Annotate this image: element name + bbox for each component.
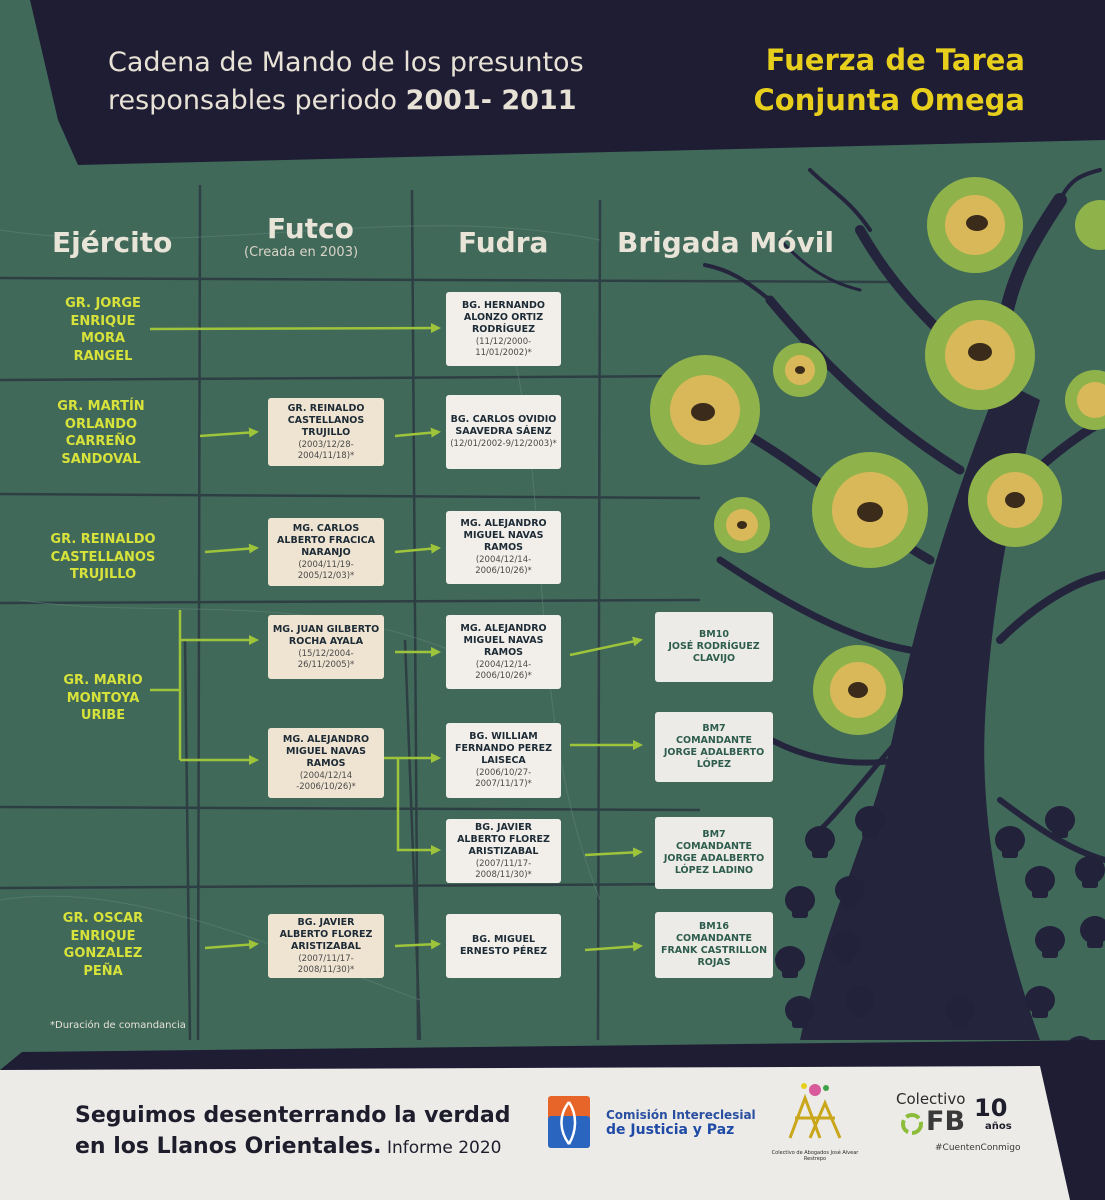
futco-dates: (2007/11/17-2008/11/30)* xyxy=(297,953,355,975)
footer-slogan xyxy=(75,1100,555,1164)
fudra-box xyxy=(446,292,561,366)
fudra-dates: (2004/12/14-2006/10/26)* xyxy=(475,659,532,681)
futco-name: GR. REINALDO CASTELLANOS TRUJILLO xyxy=(287,402,365,438)
commander-carreno-sandoval xyxy=(46,398,156,468)
bm-box xyxy=(655,912,773,978)
futco-box xyxy=(268,914,384,978)
commander-line: TRUJILLO xyxy=(69,567,137,582)
fudra-name: MG. ALEJANDRO MIGUEL NAVAS RAMOS xyxy=(460,622,547,658)
title-years: 2001- 2011 xyxy=(405,85,577,116)
title-line-2-prefix: responsables periodo xyxy=(108,85,406,116)
fudra-box xyxy=(446,395,561,469)
commander-line: ENRIQUE xyxy=(70,313,136,329)
cajar-logo-text: Colectivo de Abogados José Alvear Restrepo xyxy=(771,1150,859,1162)
commander-line: SANDOVAL xyxy=(61,451,141,467)
commander-line: GR. OSCAR xyxy=(62,911,144,926)
cij-logo-text xyxy=(606,1108,756,1138)
fudra-dates: (2004/12/14-2006/10/26)* xyxy=(475,555,532,576)
column-ejercito: Ejército xyxy=(52,226,173,259)
commander-castellanos-trujillo xyxy=(48,531,158,584)
commander-mora-rangel xyxy=(48,295,158,365)
bm-unit: BM7 xyxy=(702,829,726,840)
fudra-name: BG. CARLOS OVIDIO SAAVEDRA SÁENZ xyxy=(450,414,557,437)
commander-line: GR. MARTÍN xyxy=(57,399,145,414)
futco-name: MG. JUAN GILBERTO ROCHA AYALA xyxy=(272,623,380,647)
fudra-dates: (2007/11/17-2008/11/30)* xyxy=(475,858,532,880)
footer-line-2-main: en los Llanos Orientales. xyxy=(75,1134,382,1159)
bm-name: COMANDANTE FRANK CASTRILLON ROJAS xyxy=(660,933,768,968)
column-brigada-movil: Brigada Móvil xyxy=(617,226,834,259)
commander-line: RANGEL xyxy=(73,348,133,364)
task-force-line-2: Conjunta Omega xyxy=(753,83,1025,117)
futco-dates: (15/12/2004-26/11/2005)* xyxy=(297,648,355,670)
commander-line: PEÑA xyxy=(83,963,123,979)
cfb-hashtag: #CuentenConmigo xyxy=(935,1143,1021,1153)
column-futco: Futco xyxy=(267,212,354,245)
cfb-logo-fb: FB xyxy=(926,1106,966,1137)
task-force-line-1: Fuerza de Tarea xyxy=(765,43,1025,77)
title-line-1: Cadena de Mando de los presuntos xyxy=(108,47,584,78)
column-futco-subtitle: (Creada en 2003) xyxy=(244,245,359,260)
fudra-box xyxy=(446,723,561,798)
commander-line: CASTELLANOS xyxy=(50,549,156,565)
footer-line-1: Seguimos desenterrando la verdad xyxy=(75,1103,511,1128)
commander-line: MORA xyxy=(80,331,126,346)
futco-box xyxy=(268,518,384,586)
futco-name: MG. ALEJANDRO MIGUEL NAVAS RAMOS xyxy=(282,733,370,769)
commander-line: ENRIQUE xyxy=(70,928,136,944)
commander-gonzalez-pena xyxy=(48,910,158,980)
fudra-name: BG. MIGUEL ERNESTO PÉREZ xyxy=(459,934,548,957)
futco-box xyxy=(268,398,384,466)
commander-line: CARREÑO xyxy=(65,434,137,449)
fudra-name: BG. HERNANDO ALONZO ORTIZ RODRÍGUEZ xyxy=(462,299,545,335)
commander-line: URIBE xyxy=(80,708,126,723)
commander-montoya-uribe xyxy=(48,672,158,725)
fudra-dates: (11/12/2000-11/01/2002)* xyxy=(475,336,532,358)
bm-box xyxy=(655,712,773,782)
cfb-anniversary-number: 10 xyxy=(974,1094,1008,1122)
column-fudra: Fudra xyxy=(458,226,549,259)
bm-name: COMANDANTE JORGE ADALBERTO LÓPEZ LADINO xyxy=(663,841,765,876)
fudra-dates: (12/01/2002-9/12/2003)* xyxy=(450,439,557,449)
fudra-dates: (2006/10/27-2007/11/17)* xyxy=(475,768,532,789)
futco-box xyxy=(268,728,384,798)
commander-line: GR. REINALDO xyxy=(50,532,156,547)
futco-name: MG. CARLOS ALBERTO FRACICA NARANJO xyxy=(277,522,375,558)
cij-logo-icon xyxy=(548,1096,598,1151)
fudra-box xyxy=(446,914,561,978)
cij-line-2: de Justicia y Paz xyxy=(606,1122,735,1138)
fudra-name: BG. JAVIER ALBERTO FLOREZ ARISTIZABAL xyxy=(457,821,550,857)
fudra-box xyxy=(446,615,561,689)
futco-name: BG. JAVIER ALBERTO FLOREZ ARISTIZABAL xyxy=(279,916,373,952)
bm-name: JOSÉ RODRÍGUEZ CLAVIJO xyxy=(668,641,760,664)
fudra-box xyxy=(446,511,561,584)
bm-box xyxy=(655,612,773,682)
footer-report: Informe 2020 xyxy=(381,1138,502,1158)
bm-name: COMANDANTE JORGE ADALBERTO LÓPEZ xyxy=(663,735,765,770)
fudra-name: BG. WILLIAM FERNANDO PEREZ LAISECA xyxy=(455,731,552,766)
cfb-circle-icon xyxy=(900,1112,924,1136)
futco-box xyxy=(268,615,384,679)
cij-line-1: Comisión Intereclesial xyxy=(606,1108,756,1122)
bm-unit: BM10 xyxy=(699,629,729,640)
commander-line: MONTOYA xyxy=(66,690,140,706)
commander-line: GR. MARIO xyxy=(63,673,143,688)
cfb-label: Colectivo xyxy=(896,1090,966,1108)
futco-dates: (2003/12/28-2004/11/18)* xyxy=(297,439,355,461)
cajar-logo-icon xyxy=(780,1078,850,1148)
commander-line: GONZALEZ xyxy=(63,946,143,961)
futco-dates: (2004/12/14 -2006/10/26)* xyxy=(296,770,356,792)
bm-box xyxy=(655,817,773,889)
fudra-box xyxy=(446,819,561,883)
futco-dates: (2004/11/19-2005/12/03)* xyxy=(297,559,355,581)
bm-unit: BM16 xyxy=(699,921,729,932)
fudra-name: MG. ALEJANDRO MIGUEL NAVAS RAMOS xyxy=(460,518,547,553)
cfb-anniversary-label: años xyxy=(985,1121,1012,1132)
bm-unit: BM7 xyxy=(702,723,726,734)
commander-line: GR. JORGE xyxy=(65,296,141,311)
commander-line: ORLANDO xyxy=(64,416,138,432)
footnote: *Duración de comandancia xyxy=(50,1020,186,1031)
footer-line-2 xyxy=(75,1131,555,1164)
